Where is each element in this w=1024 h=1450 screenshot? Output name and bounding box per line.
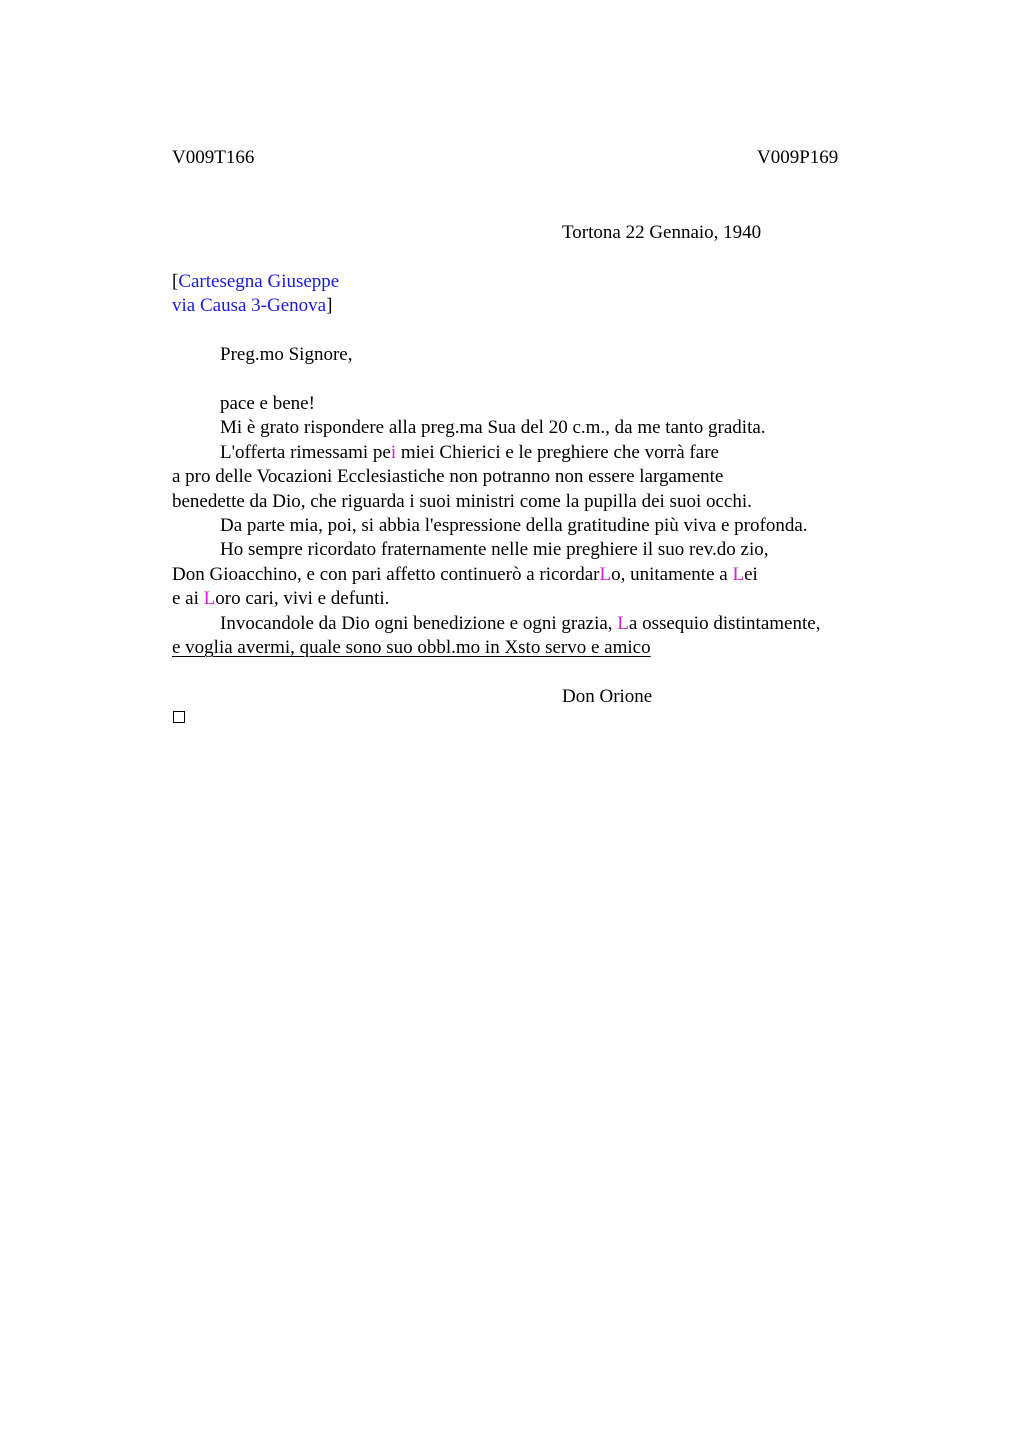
- correction-mark: i: [390, 442, 397, 463]
- date-line: Tortona 22 Gennaio, 1940: [562, 222, 762, 243]
- recipient-address-line: [172, 294, 332, 318]
- correction-mark: L: [599, 564, 612, 585]
- text-segment: e ai: [172, 588, 204, 609]
- text-segment: a ossequio distintamente,: [628, 613, 821, 634]
- recipient-name-line: [172, 270, 339, 294]
- bracket-close: ]: [326, 295, 333, 316]
- body-line-1: pace e bene!: [220, 393, 315, 414]
- body-line-2: Mi è grato rispondere alla preg.ma Sua del 20 c.m., da me tanto gradita.: [220, 417, 766, 438]
- signature: Don Orione: [562, 686, 653, 707]
- recipient-address: via Causa 3-Genova: [172, 295, 327, 316]
- text-segment: Invocandole da Dio ogni benedizione e ogni grazia,: [220, 613, 618, 634]
- volume-code-right: V009P169: [757, 147, 839, 168]
- body-line-10: [220, 612, 820, 636]
- empty-square-icon: [173, 711, 185, 723]
- body-line-11: e voglia avermi, quale sono suo obbl.mo in Xsto servo e amico: [172, 637, 651, 658]
- text-segment: ei: [744, 564, 758, 585]
- volume-code-left: V009T166: [172, 147, 255, 168]
- text-segment: Don Gioacchino, e con pari affetto continuerò a ricordar: [172, 564, 600, 585]
- bracket-open: [: [172, 271, 179, 292]
- body-line-8: [172, 563, 758, 587]
- body-line-6: Da parte mia, poi, si abbia l'espressione della gratitudine più viva e profonda.: [220, 515, 808, 536]
- correction-mark: L: [203, 588, 216, 609]
- correction-mark: L: [617, 613, 629, 634]
- body-line-4: a pro delle Vocazioni Ecclesiastiche non potranno non essere largamente: [172, 466, 724, 487]
- recipient-name: Cartesegna Giuseppe: [178, 271, 340, 292]
- correction-mark: L: [732, 564, 745, 585]
- body-line-3: [220, 441, 719, 465]
- text-segment: oro cari, vivi e defunti.: [215, 588, 390, 609]
- body-line-5: benedette da Dio, che riguarda i suoi ministri come la pupilla dei suoi occhi.: [172, 491, 752, 512]
- salutation: Preg.mo Signore,: [220, 344, 353, 365]
- text-segment: o, unitamente a: [611, 564, 733, 585]
- text-segment: miei Chierici e le preghiere che vorrà fare: [396, 442, 719, 463]
- body-line-9: [172, 587, 389, 611]
- text-segment: L'offerta rimessami pe: [220, 442, 391, 463]
- body-line-7: Ho sempre ricordato fraternamente nelle mie preghiere il suo rev.do zio,: [220, 539, 769, 560]
